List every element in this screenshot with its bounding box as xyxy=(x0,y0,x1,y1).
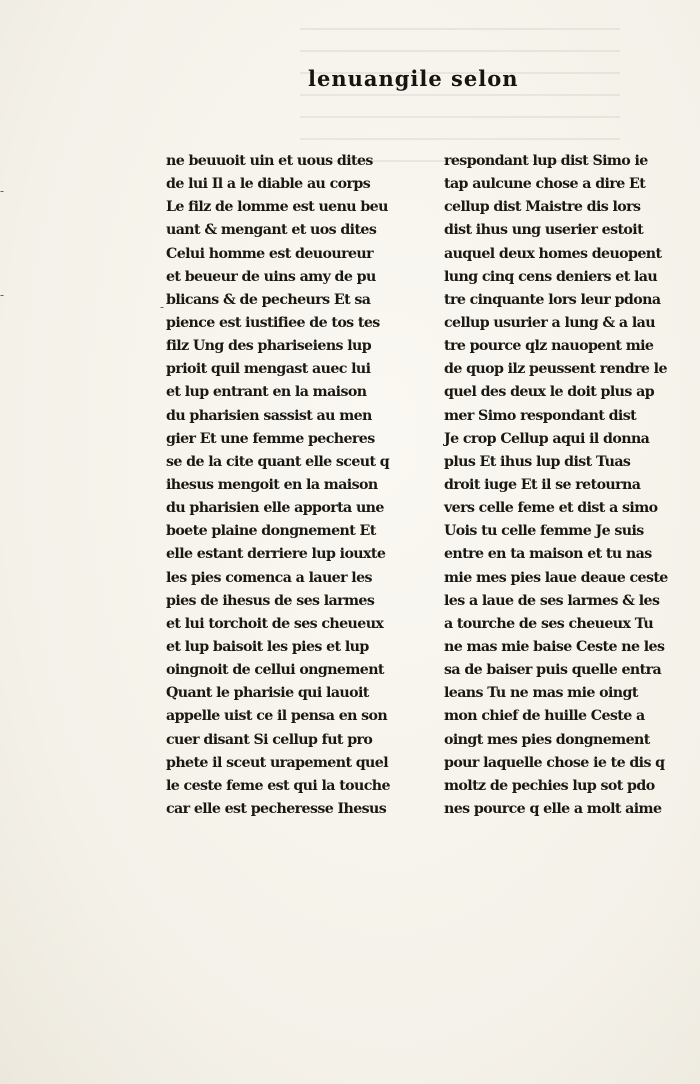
text-line: ihesus mengoit en la maison xyxy=(166,476,378,493)
text-line: dist ihus ung userier estoit xyxy=(444,222,644,239)
text-line: et lui torchoit de ses cheueux xyxy=(166,615,384,632)
text-line: du pharisien elle apporta une xyxy=(166,500,384,517)
text-line: les a laue de ses larmes & les xyxy=(444,592,660,609)
text-line: boete plaine dongnement Et xyxy=(166,523,376,540)
text-line: de quop ilz peussent rendre le xyxy=(444,361,667,378)
margin-mark: - xyxy=(0,184,5,198)
text-line: entre en ta maison et tu nas xyxy=(444,546,652,563)
text-line: mer Simo respondant dist xyxy=(444,407,637,424)
text-line: appelle uist ce il pensa en son xyxy=(166,708,388,725)
text-line: gier Et une femme pecheres xyxy=(166,430,375,447)
text-line: pience est iustifiee de tos tes xyxy=(166,314,380,331)
text-line: et lup baisoit les pies et lup xyxy=(166,638,369,655)
text-line: et beueur de uins amy de pu xyxy=(166,268,376,285)
text-line: Le filz de lomme est uenu beu xyxy=(166,199,388,216)
text-line: leans Tu ne mas mie oingt xyxy=(444,685,638,702)
text-line: blicans & de pecheurs Et sa xyxy=(166,291,371,308)
text-line: phete il sceut urapement quel xyxy=(166,754,388,771)
text-line: oingnoit de cellui ongnement xyxy=(166,662,384,679)
text-line: ne mas mie baise Ceste ne les xyxy=(444,638,665,655)
text-line: elle estant derriere lup iouxte xyxy=(166,546,386,563)
text-line: du pharisien sassist au men xyxy=(166,407,372,424)
text-line: a tourche de ses cheueux Tu xyxy=(444,615,654,632)
text-line: de lui Il a le diable au corps xyxy=(166,176,371,193)
text-line: ne beuuoit uin et uous dites xyxy=(166,153,373,169)
text-line: Celui homme est deuoureur xyxy=(166,245,373,262)
text-line: Je crop Cellup aqui il donna xyxy=(444,430,650,447)
margin-mark: - xyxy=(0,288,5,302)
text-line: tre cinquante lors leur pdona xyxy=(444,291,661,308)
text-line: oingt mes pies dongnement xyxy=(444,731,650,748)
text-line: car elle est pecheresse Ihesus xyxy=(166,800,387,817)
text-line: cellup dist Maistre dis lors xyxy=(444,199,641,216)
text-line: moltz de pechies lup sot pdo xyxy=(444,777,655,794)
text-line: auquel deux homes deuopent xyxy=(444,245,662,262)
text-line: cellup usurier a lung & a lau xyxy=(444,314,655,331)
text-line: prioit quil mengast auec lui xyxy=(166,361,371,378)
show-through-text xyxy=(300,28,620,168)
text-line: Quant le pharisie qui lauoit xyxy=(166,685,369,702)
text-line: les pies comenca a lauer les xyxy=(166,569,372,586)
text-line: le ceste feme est qui la touche xyxy=(166,777,390,794)
text-line: pies de ihesus de ses larmes xyxy=(166,592,375,609)
text-line: respondant lup dist Simo ie xyxy=(444,153,648,169)
text-line: tap aulcune chose a dire Et xyxy=(444,176,646,193)
text-line: uant & mengant et uos dites xyxy=(166,222,377,239)
text-line: cuer disant Si cellup fut pro xyxy=(166,731,373,748)
text-line: mon chief de huille Ceste a xyxy=(444,708,645,725)
text-column-left xyxy=(166,150,406,821)
text-line: plus Et ihus lup dist Tuas xyxy=(444,453,631,470)
text-line: lung cinq cens deniers et lau xyxy=(444,268,658,285)
running-head: lenuangile selon xyxy=(308,66,519,91)
text-line: se de la cite quant elle sceut q xyxy=(166,453,390,470)
text-line: vers celle feme et dist a simo xyxy=(444,500,658,517)
text-line: nes pource q elle a molt aime xyxy=(444,800,662,817)
text-line: sa de baiser puis quelle entra xyxy=(444,662,662,679)
text-line: tre pource qlz nauopent mie xyxy=(444,338,654,355)
text-column-right xyxy=(444,150,682,821)
text-line: quel des deux le doit plus ap xyxy=(444,384,655,401)
text-line: droit iuge Et il se retourna xyxy=(444,476,641,493)
text-line: filz Ung des phariseiens lup xyxy=(166,338,372,355)
text-line: et lup entrant en la maison xyxy=(166,384,367,401)
text-line: mie mes pies laue deaue ceste xyxy=(444,569,668,586)
text-line: pour laquelle chose ie te dis q xyxy=(444,754,665,771)
text-line: Uois tu celle femme Je suis xyxy=(444,523,644,540)
margin-mark: - xyxy=(160,300,165,314)
